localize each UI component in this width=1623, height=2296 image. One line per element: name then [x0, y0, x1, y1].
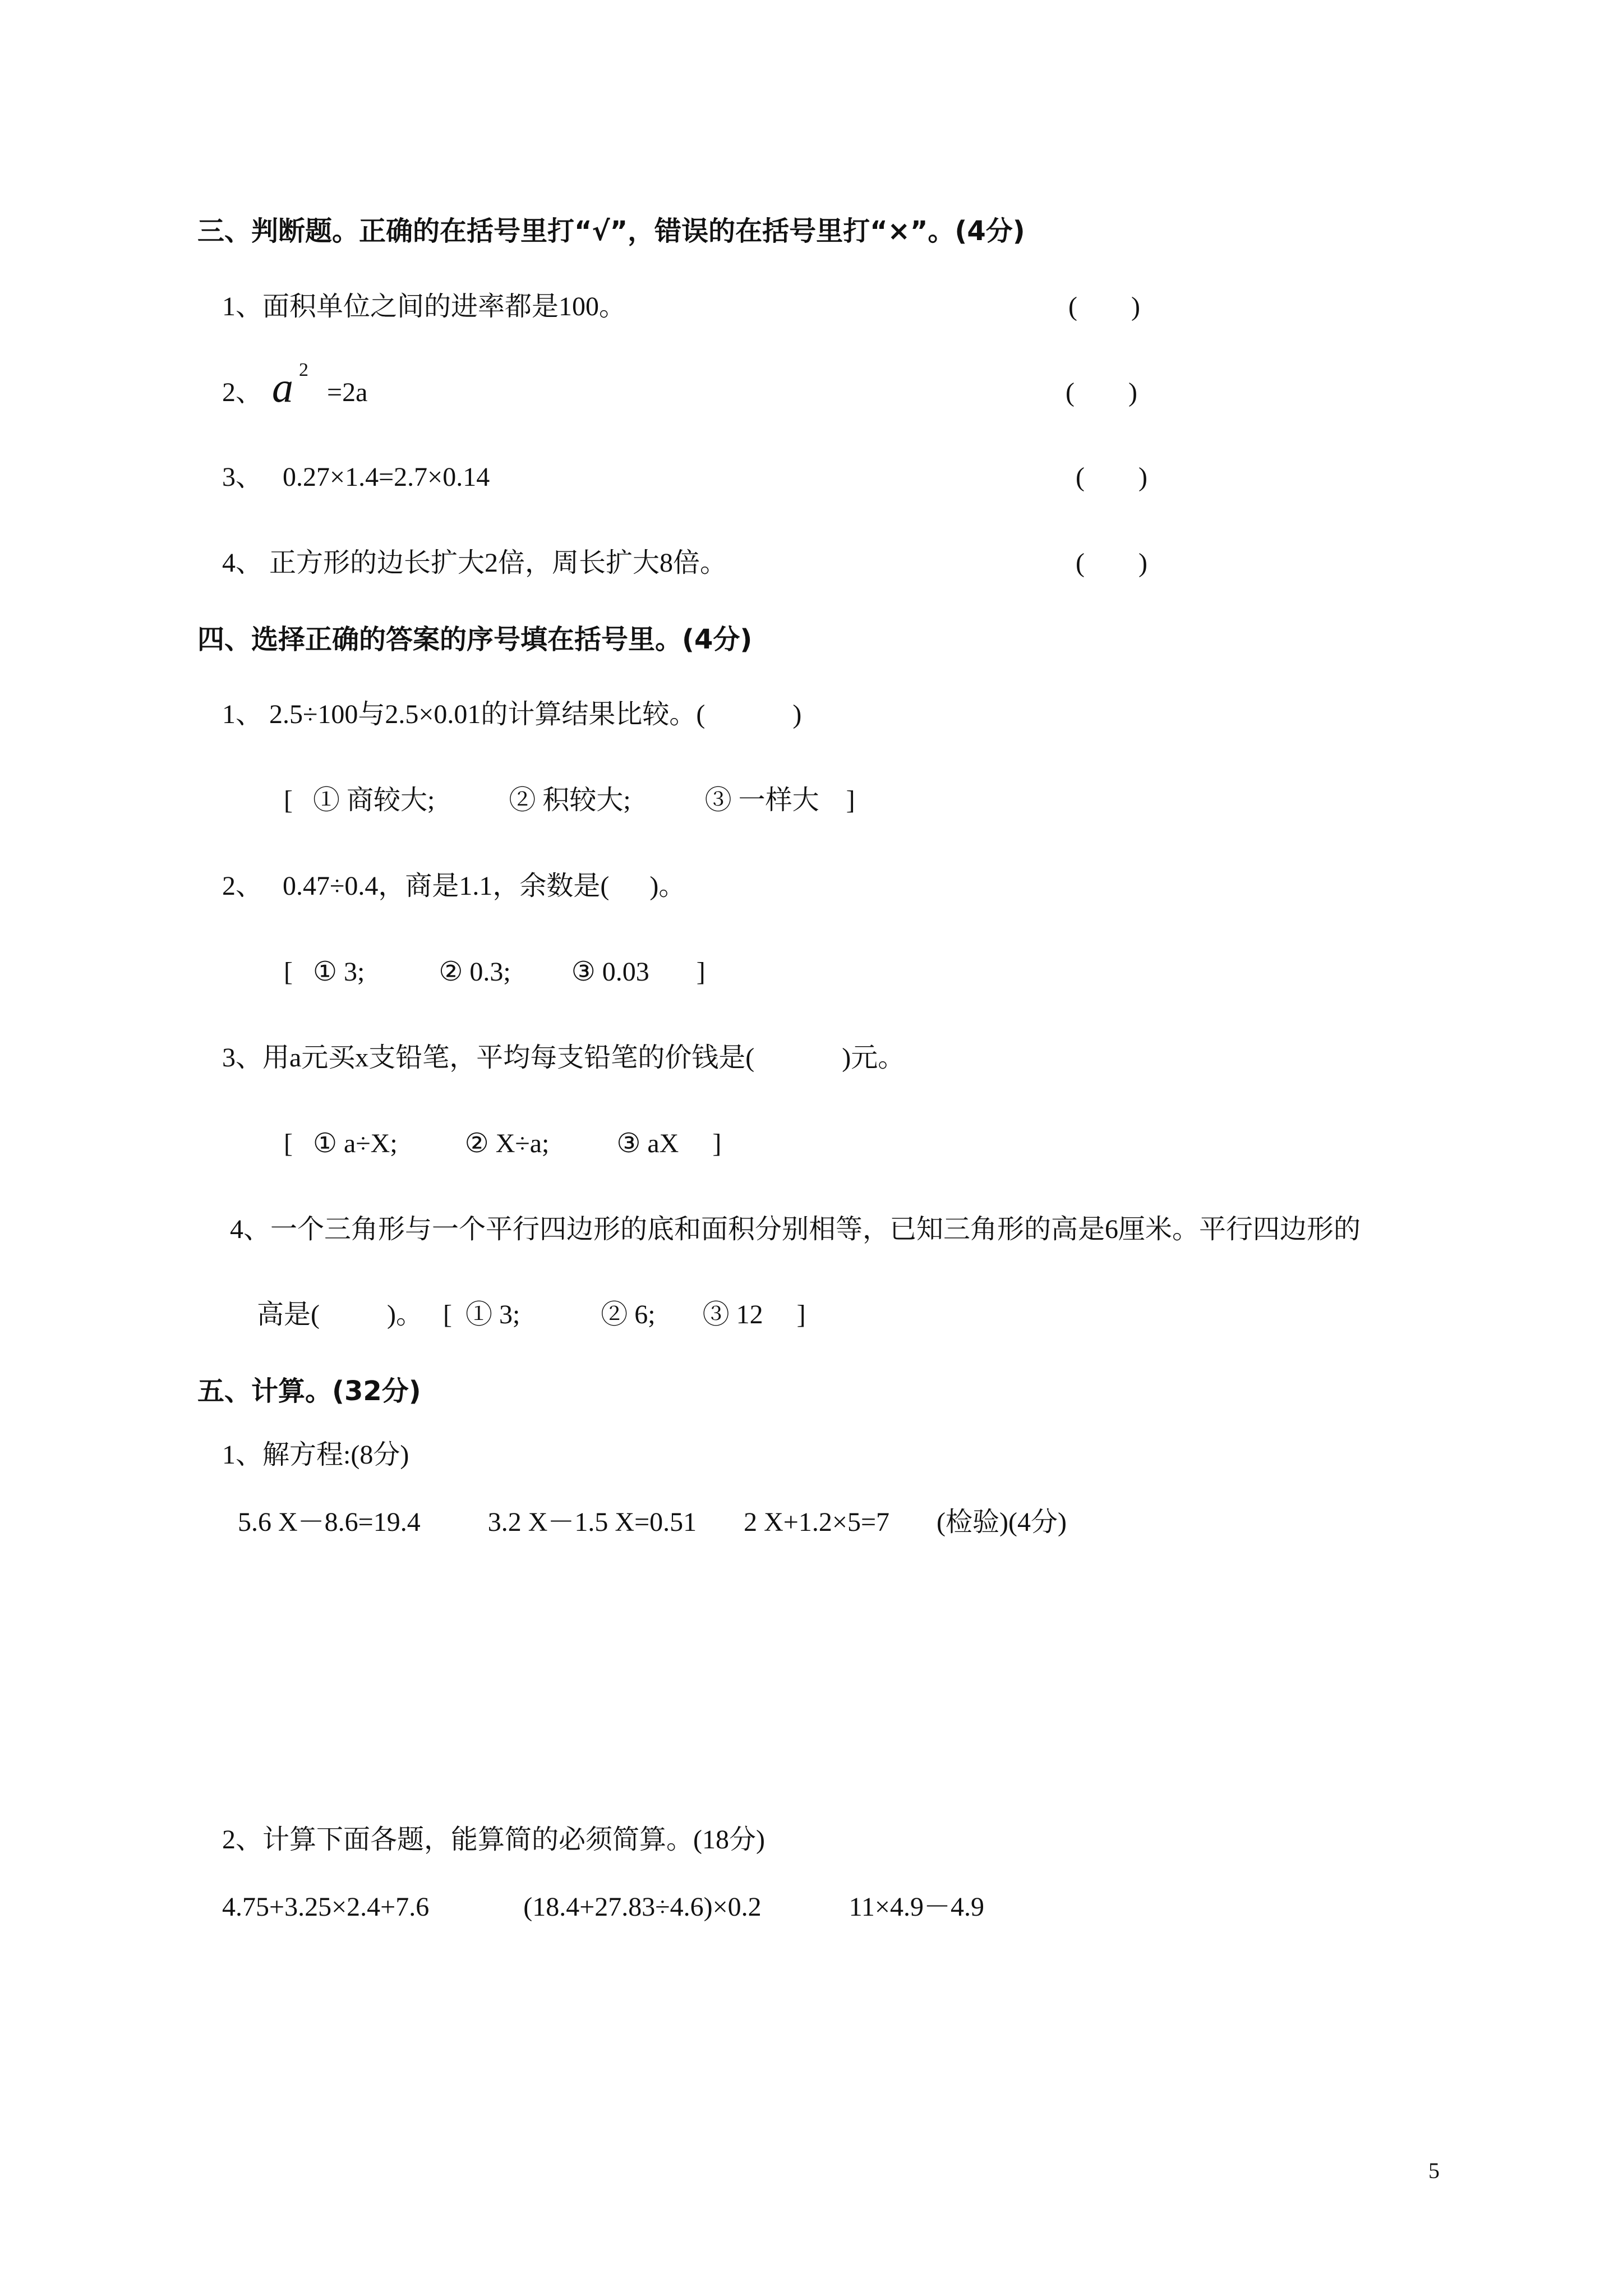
s4-question-1-options: [ ① 商较大; ② 积较大; ③ 一样大 ] [284, 785, 855, 815]
s4-question-3-options: [ ① a÷X; ② X÷a; ③ aX ] [284, 1129, 722, 1158]
s3-answer-paren-4: ( ) [1076, 548, 1147, 578]
s5-calculations: 4.75+3.25×2.4+7.6 (18.4+27.83÷4.6)×0.2 11×4.9－4.9 [222, 1892, 984, 1922]
s4-question-1: 1、 2.5÷100与2.5×0.01的计算结果比较。( ) [222, 700, 802, 729]
s4-question-3: 3、用a元买x支铅笔，平均每支铅笔的价钱是( )元。 [222, 1043, 905, 1073]
page-number: 5 [1428, 2158, 1440, 2183]
s3-question-2-number: 2、 [222, 378, 263, 407]
s3-question-1: 1、面积单位之间的进率都是100。 [222, 292, 626, 321]
s3-question-3: 3、 0.27×1.4=2.7×0.14 [222, 462, 490, 492]
s3-answer-paren-2: ( ) [1066, 378, 1137, 407]
s4-question-4-line-2: 高是( )。 [ ① 3; ② 6; ③ 12 ] [257, 1300, 806, 1329]
s5-part-2-title: 2、计算下面各题，能算简的必须简算。(18分) [222, 1825, 765, 1855]
s4-question-4-line-1: 4、一个三角形与一个平行四边形的底和面积分别相等，已知三角形的高是6厘米。平行四边形的 [230, 1214, 1361, 1244]
s3-question-2-exponent: 2 [299, 360, 308, 380]
s3-question-4: 4、 正方形的边长扩大2倍，周长扩大8倍。 [222, 548, 727, 578]
s5-equations: 5.6 X－8.6=19.4 3.2 X－1.5 X=0.51 2 X+1.2×5=7 (检验)(4分) [238, 1507, 1067, 1537]
s3-answer-paren-1: ( ) [1068, 292, 1140, 321]
section-3-title: 三、判断题。正确的在括号里打“√”，错误的在括号里打“×”。(4分) [197, 215, 1025, 247]
s3-question-2-rest: =2a [327, 378, 368, 407]
s4-question-2-options: [ ① 3; ② 0.3; ③ 0.03 ] [284, 957, 706, 987]
s5-part-1-title: 1、解方程:(8分) [222, 1440, 409, 1470]
s4-question-2: 2、 0.47÷0.4，商是1.1，余数是( )。 [222, 871, 686, 901]
s3-answer-paren-3: ( ) [1076, 462, 1147, 492]
section-5-title: 五、计算。(32分) [197, 1375, 421, 1407]
s3-question-2-base: a [272, 364, 293, 411]
section-4-title: 四、选择正确的答案的序号填在括号里。(4分) [197, 624, 753, 655]
